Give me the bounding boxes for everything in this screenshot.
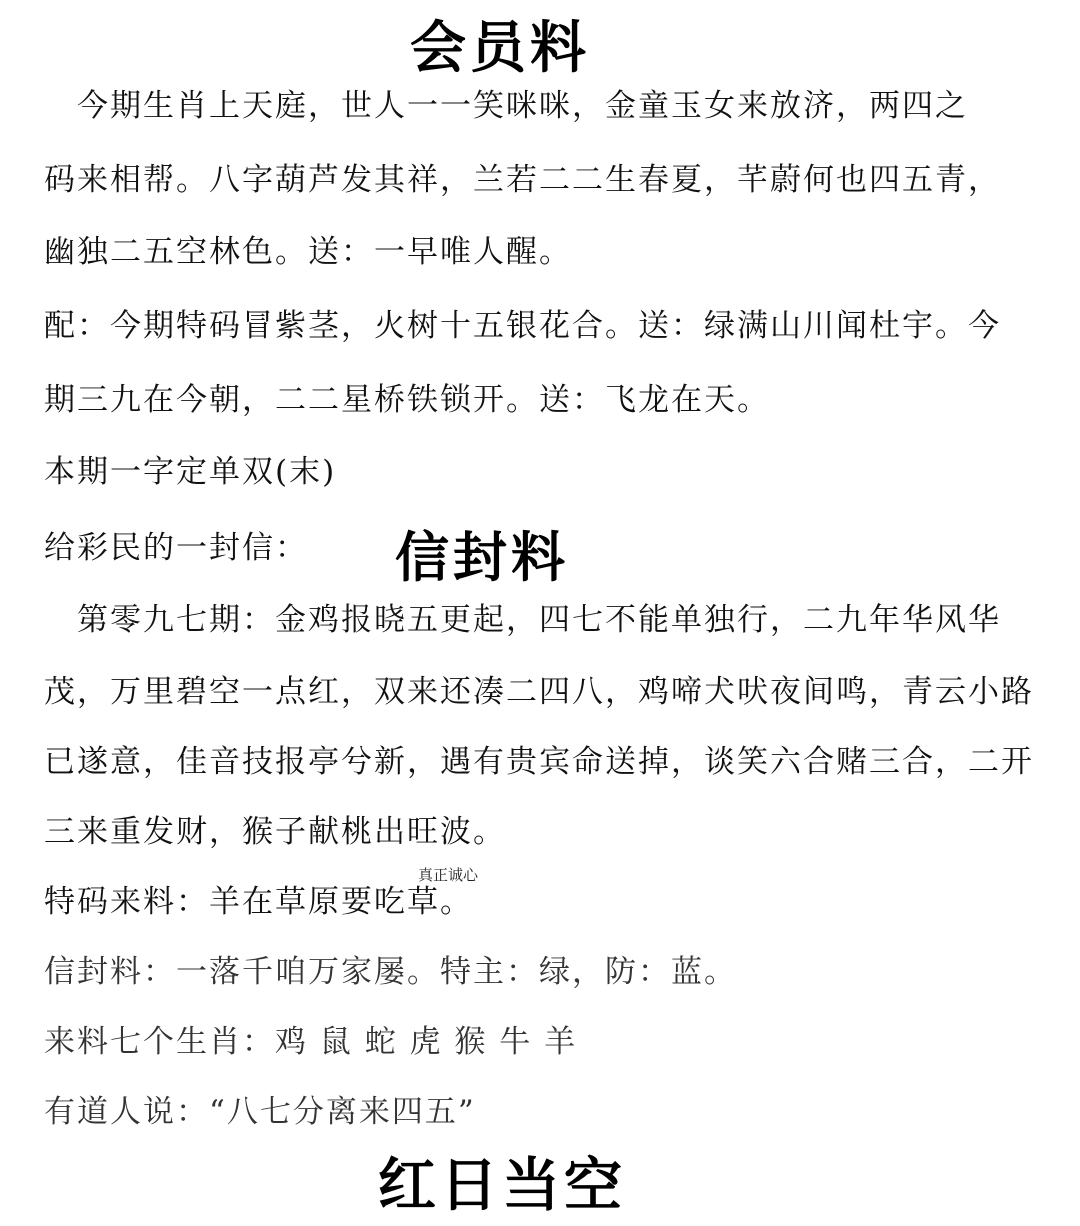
special-code-line: 特码来料：羊在草原要吃草。 bbox=[44, 884, 473, 920]
heading-red-sun: 红日当空 bbox=[378, 1151, 627, 1219]
envelope-text-line-1: 第零九七期：金鸡报晓五更起，四七不能单独行，二九年华风华 bbox=[44, 602, 1001, 638]
member-text-line-2: 码来相帮。八字葫芦发其祥，兰若二二生春夏，芊蔚何也四五青， bbox=[44, 162, 1001, 198]
envelope-material-line: 信封料：一落千咱万家屡。特主：绿，防：蓝。 bbox=[44, 954, 737, 990]
sincerity-stamp: 真正诚心 bbox=[418, 866, 479, 884]
envelope-text-line-4: 三来重发财，猴子献桃出旺波。 bbox=[44, 814, 506, 850]
heading-envelope-material: 信封料 bbox=[395, 526, 569, 589]
single-double-line: 本期一字定单双(末) bbox=[44, 454, 337, 490]
heading-member-material: 会员料 bbox=[410, 16, 590, 81]
letter-label: 给彩民的一封信： bbox=[44, 530, 308, 566]
member-text-line-5: 期三九在今朝，二二星桥铁锁开。送：飞龙在天。 bbox=[44, 382, 770, 418]
envelope-text-line-3: 已遂意，佳音技报亭兮新，遇有贵宾命送掉，谈笑六合赌三合，二开 bbox=[44, 744, 1034, 780]
seven-zodiacs-line: 来料七个生肖：鸡 鼠 蛇 虎 猴 牛 羊 bbox=[44, 1024, 578, 1060]
taoist-saying-line: 有道人说：“八七分离来四五” bbox=[44, 1094, 476, 1130]
member-text-line-3: 幽独二五空林色。送：一早唯人醒。 bbox=[44, 234, 572, 270]
envelope-text-line-2: 茂，万里碧空一点红，双来还凑二四八，鸡啼犬吠夜间鸣，青云小路 bbox=[44, 674, 1034, 710]
member-text-line-1: 今期生肖上天庭，世人一一笑咪咪，金童玉女来放济，两四之 bbox=[44, 88, 968, 124]
member-text-line-4: 配：今期特码冒紫茎，火树十五银花合。送：绿满山川闻杜宇。今 bbox=[44, 308, 1001, 344]
